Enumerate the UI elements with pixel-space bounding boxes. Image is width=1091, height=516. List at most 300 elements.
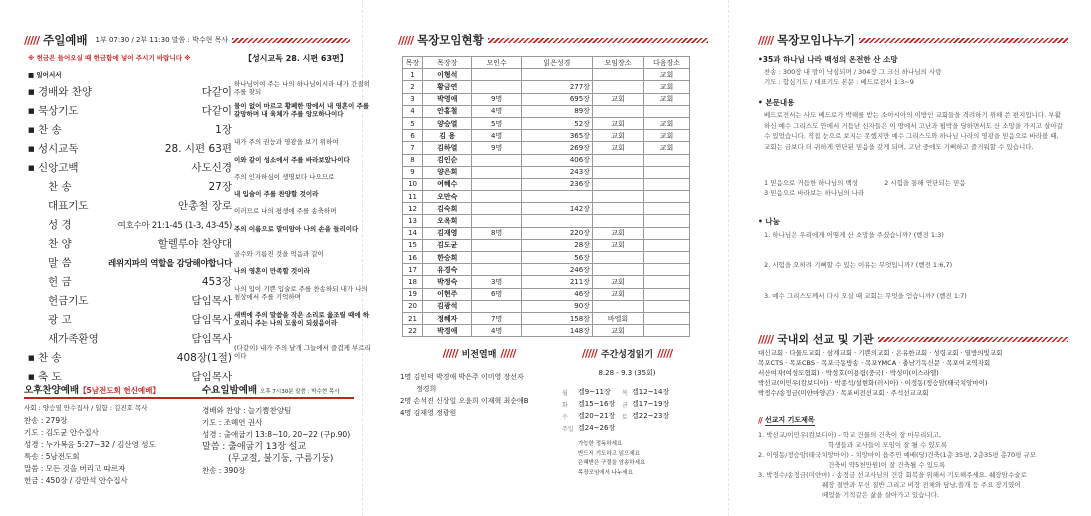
order-row	[28, 82, 232, 101]
table-cell	[472, 215, 521, 227]
order-value: 453장	[201, 276, 232, 288]
table-row	[403, 166, 690, 178]
table-cell: 18	[403, 276, 423, 288]
table-cell	[644, 178, 690, 190]
table-cell: 16	[403, 252, 423, 264]
table-cell	[644, 325, 690, 337]
groups-table	[402, 56, 690, 337]
order-value: 담임목사	[191, 333, 232, 345]
reading-header	[562, 347, 692, 360]
table-row	[403, 154, 690, 166]
table-cell	[644, 288, 690, 300]
table-header-row	[403, 57, 690, 69]
column-header: 읽은성경	[521, 57, 592, 69]
table-cell: 4명	[472, 325, 521, 337]
header-stripe	[878, 337, 1068, 342]
table-cell	[521, 191, 592, 203]
table-cell	[472, 154, 521, 166]
page-title: 주일예배	[43, 33, 88, 47]
table-cell	[592, 154, 643, 166]
reading-dates: 8.28 - 9.3 (35회)	[598, 369, 656, 377]
table-cell: 안홍철	[423, 105, 472, 117]
table-cell: 유경숙	[423, 264, 472, 276]
order-value: 담임목사	[191, 295, 232, 307]
table-cell: 정혜자	[423, 312, 472, 324]
order-value: 408장(1절)	[176, 352, 232, 364]
table-cell: 7명	[472, 312, 521, 324]
table-cell: 김숙희	[423, 203, 472, 215]
table-cell	[644, 203, 690, 215]
table-cell: 4명	[472, 130, 521, 142]
reading-line: 내가 주의 권능과 영광을 보기 위하여	[234, 138, 339, 146]
table-cell: 28장	[521, 239, 592, 251]
vision-lines	[400, 371, 558, 419]
table-row	[403, 130, 690, 142]
table-cell: 4명	[472, 105, 521, 117]
afternoon-line: 특송 : 5남전도회	[24, 452, 80, 461]
table-cell: 90장	[521, 300, 592, 312]
table-cell: 김하열	[423, 142, 472, 154]
vision-line: 4명 김재영 정광원	[400, 409, 457, 417]
vision-line: 정경희	[416, 385, 437, 393]
table-cell: 교회	[592, 239, 643, 251]
reading-line: 이러므로 나의 평생에 주를 송축하며	[234, 207, 337, 215]
table-cell: 교회	[644, 93, 690, 105]
mission-line: 목포CTS · 목포CBS · 목포극동방송 · 목포YMCA · 충남기독신문 · 목포여교역자회	[758, 359, 991, 367]
reading-chapter: 겔22~23장	[632, 412, 670, 420]
mission-title: 국내외 선교 및 기관	[777, 333, 874, 346]
lesson-meta	[764, 67, 942, 87]
order-name: 찬 송	[38, 352, 62, 364]
passage-box: 【성시교독 28. 시편 63편】	[244, 54, 348, 63]
table-row	[403, 300, 690, 312]
table-row	[403, 178, 690, 190]
order-row	[28, 272, 232, 291]
table-cell: 89장	[521, 105, 592, 117]
table-cell: 교회	[644, 81, 690, 93]
table-row	[403, 105, 690, 117]
order-row	[28, 215, 232, 234]
header-slash-icon: /////	[758, 332, 774, 346]
prayer-line: 1. 박선교/이민우(캄보디아) - 학교 건물의 건축이 잘 마무리되고,	[758, 431, 942, 439]
order-name: 찬 송	[38, 124, 62, 136]
order-name: 찬 송	[48, 181, 72, 193]
order-row	[28, 253, 232, 272]
order-name: 경배와 찬양	[38, 86, 93, 98]
order-value: 27장	[208, 181, 232, 193]
wednesday-line: 말씀 : 출애굽기 13장 설교	[202, 442, 307, 452]
lead-text: 일어서서	[36, 71, 62, 79]
table-cell: 1	[403, 69, 423, 81]
table-cell	[592, 105, 643, 117]
worship-subtitle: 1부 07:30 / 2부 11:30 말씀 : 박수현 목사	[95, 36, 229, 44]
table-cell: 158장	[521, 312, 592, 324]
groups-header	[398, 32, 708, 48]
table-row	[403, 81, 690, 93]
table-cell	[472, 300, 521, 312]
table-cell: 교회	[592, 288, 643, 300]
table-cell	[592, 191, 643, 203]
order-value: 담임목사	[191, 371, 232, 383]
table-cell: 교회	[592, 117, 643, 129]
table-cell: 236장	[521, 178, 592, 190]
reading-tip: 은혜받은 구절을 암송하세요	[578, 460, 646, 466]
table-row	[403, 93, 690, 105]
order-value: 다같이	[201, 105, 232, 117]
reading-row	[562, 386, 692, 398]
mission-line: 서산여자(여성도협회) · 박성호(이용림(중국) · 박성미(이스라엘)	[758, 369, 939, 377]
table-row	[403, 117, 690, 129]
order-name: 대표기도	[48, 200, 89, 212]
table-cell: 김 용	[423, 130, 472, 142]
table-cell: 695장	[521, 93, 592, 105]
fold-line-right	[728, 0, 729, 516]
reading-line: (다같이) 내가 주의 날개 그늘에서 즐겁게 부르리이다	[234, 344, 371, 360]
order-bullet-icon: ■	[28, 353, 35, 362]
order-row	[28, 291, 232, 310]
order-row	[28, 196, 232, 215]
standing-lead: ■ 일어서서	[28, 71, 62, 79]
reading-title: 주간성경읽기	[600, 350, 654, 360]
table-row	[403, 191, 690, 203]
column-header: 목장장	[423, 57, 472, 69]
afternoon-line: 헌금 : 450장 / 강만석 안수집사	[24, 476, 128, 485]
order-value: 할렐루야 찬양대	[157, 238, 232, 250]
table-cell: 277장	[521, 81, 592, 93]
header-slash-icon: /////	[24, 33, 40, 47]
table-cell: 교회	[592, 325, 643, 337]
order-name: 축 도	[38, 371, 62, 383]
wednesday-block	[202, 382, 354, 477]
points	[764, 178, 966, 198]
order-name: 신앙고백	[38, 162, 79, 174]
order-row	[28, 120, 232, 139]
prayer-line: 학생들과 교사들이 모임이 잘 될 수 있도록	[828, 441, 948, 449]
header-slash-icon: /////	[442, 347, 458, 360]
table-cell	[472, 69, 521, 81]
reading-tip: 반드시 기도하고 읽으세요	[578, 450, 640, 457]
vision-header	[400, 347, 558, 360]
vision-title: 비전열매	[461, 350, 497, 360]
point-1: 1 믿음으로 거듭한 하나님의 백성	[764, 179, 859, 187]
table-cell	[644, 239, 690, 251]
column-header: 모임장소	[592, 57, 643, 69]
table-cell	[592, 215, 643, 227]
table-cell	[644, 154, 690, 166]
order-row	[28, 310, 232, 329]
table-cell: 양승열	[423, 117, 472, 129]
prayer-line: 3. 박정수/송정금(미얀마) - 송정금 선교사님의 건강 회복을 위해서 기도해주세요. 췌장암수술로	[758, 471, 1027, 479]
table-cell	[472, 178, 521, 190]
vision-line: 2명 손석진 신상일 오윤희 이재혁 최순애B	[400, 397, 529, 405]
table-cell: 14	[403, 227, 423, 239]
order-bullet-icon: ■	[28, 372, 35, 381]
reading-day: 목	[622, 389, 628, 397]
table-cell: 박정숙	[423, 276, 472, 288]
table-cell: 교회	[644, 117, 690, 129]
order-name: 헌금기도	[48, 295, 89, 307]
afternoon-header	[24, 382, 206, 399]
table-cell	[644, 300, 690, 312]
order-value: 1장	[215, 124, 232, 136]
table-cell: 15	[403, 239, 423, 251]
order-row	[28, 348, 232, 367]
order-name: 성 경	[48, 219, 72, 231]
table-cell	[592, 264, 643, 276]
wednesday-line: 경배와 찬양 : 늘기쁨찬양팀	[202, 406, 292, 415]
table-cell: 김재영	[423, 227, 472, 239]
order-bullet-icon: ■	[28, 163, 35, 172]
reading-day: 금	[622, 401, 628, 409]
table-row	[403, 276, 690, 288]
reading-line: 물이 없어 마르고 황폐한 땅에서 내 영혼이 주를 갈망하며 내 육체가 주를 앙모하나이다	[234, 102, 370, 118]
reading-row	[562, 410, 692, 422]
table-cell: 21	[403, 312, 423, 324]
reading-line: 새벽에 주의 말씀을 작은 소리로 읊조릴 때에 하오리니 주는 나의 도움이 되셨음이라	[234, 311, 370, 327]
table-cell: 46장	[521, 288, 592, 300]
reading-chapter: 겔24~26장	[578, 424, 616, 432]
order-row	[28, 234, 232, 253]
groups-title: 목장모임현황	[417, 33, 484, 47]
afternoon-sub: 사회 : 양승열 안수집사 / 일함 : 김진호 목사	[24, 404, 148, 412]
worship-order	[28, 82, 232, 386]
table-cell: 7	[403, 142, 423, 154]
prayer-header	[758, 415, 815, 426]
order-row	[28, 101, 232, 120]
table-cell: 19	[403, 288, 423, 300]
afternoon-title: 오후찬양예배	[24, 385, 80, 396]
table-cell: 교회	[592, 227, 643, 239]
order-value: 레위지파의 역할을 감당해야합니다	[108, 258, 232, 269]
table-cell: 406장	[521, 154, 592, 166]
vision-line: 1명 김인덕 박경애 박은주 이미영 장선자	[400, 373, 524, 381]
reading-day: 주일	[562, 425, 574, 433]
header-slash-icon: /////	[398, 33, 414, 47]
table-cell: 12	[403, 203, 423, 215]
prayer-line: 떼었을 기적같은 삶을 살아가고 있습니다.	[822, 491, 940, 499]
reading-line: 하나님이여 주는 나의 하나님이시라 내가 간절히 주를 찾되	[234, 80, 370, 96]
table-cell: 8	[403, 154, 423, 166]
order-name: 말 씀	[48, 257, 72, 269]
wednesday-title: 수요일밤예배	[202, 385, 258, 396]
afternoon-line: 찬송 : 279장	[24, 416, 68, 425]
reading-line: 이와 같이 성소에서 주를 바라보았나이다	[234, 156, 350, 164]
order-name: 광 고	[48, 314, 72, 326]
prayer-list	[758, 430, 1068, 500]
prayer-line: 췌장 절반과 무신 절반 그리고 비장 전체와 담낭,쓸개 등 주요 장기였어	[822, 481, 1021, 489]
header-stripe	[232, 38, 350, 43]
table-cell: 교회	[592, 142, 643, 154]
reading-chapter: 겔20~21장	[578, 412, 616, 420]
table-cell: 6	[403, 130, 423, 142]
mission-line: 박정수/송정금(미얀마양곤) · 목포비전선교회 · 주석선교교회	[758, 389, 929, 397]
table-cell	[644, 276, 690, 288]
lesson-meta-line: 찬송 : 300장 내 맘이 낙심되며 / 304장 그 크신 하나님의 사랑	[764, 68, 942, 76]
order-bullet-icon: ■	[28, 144, 35, 153]
reading-chapter: 겔15~16장	[578, 400, 616, 408]
afternoon-line: 말씀 : 모든 것을 버리고 따르자	[24, 464, 126, 473]
table-cell: 11	[403, 191, 423, 203]
table-cell: 17	[403, 264, 423, 276]
order-name: 찬 양	[48, 238, 72, 250]
offering-notice: ※ 헌금은 들어오실 때 헌금함에 넣어 주시기 바랍니다 ※	[28, 54, 191, 62]
table-cell	[592, 252, 643, 264]
share-question-1: 1. 하나님은 우리에게 어떻게 산 소망을 주셨습니까? (벧전 1:3)	[764, 231, 944, 239]
reading-row	[562, 398, 692, 410]
table-cell: 양은희	[423, 166, 472, 178]
table-cell	[644, 215, 690, 227]
table-cell: 13	[403, 215, 423, 227]
table-cell: 52장	[521, 117, 592, 129]
order-name: 헌 금	[48, 276, 72, 288]
header-stripe	[859, 38, 1068, 43]
wednesday-line: (무교절, 불기둥, 구름기둥)	[228, 454, 334, 464]
reading-line: 주의 인자하심이 생명보다 나으므로	[234, 173, 335, 181]
table-cell: 박영애	[423, 93, 472, 105]
table-cell: 243장	[521, 166, 592, 178]
reading-chapter: 겔17~19장	[632, 400, 670, 408]
reading-line: 주의 이름으로 말미암아 나의 손을 들리이다	[234, 225, 359, 233]
table-cell: 56장	[521, 252, 592, 264]
reading-tip: 가능한 정독하세요	[578, 441, 623, 447]
table-cell	[644, 264, 690, 276]
content-title: • 본문내용	[758, 98, 795, 107]
order-name: 묵상기도	[38, 105, 79, 117]
table-row	[403, 264, 690, 276]
order-bullet-icon: ■	[28, 106, 35, 115]
table-cell	[592, 81, 643, 93]
prayer-line: 2. 이영동/정승암(태국치앙마이) - 치앙마이 읍주민 예배(당)건축(1층 35평, 2층35평 총70평 규모	[758, 451, 1037, 459]
reading-line: 골수와 기름진 것을 먹음과 같이	[234, 250, 324, 258]
table-cell: 이형석	[423, 69, 472, 81]
column-header: 목장	[403, 57, 423, 69]
order-value: 여호수아 21:1-45 (1-3, 43-45)	[117, 220, 232, 231]
table-cell: 5	[403, 117, 423, 129]
table-cell	[644, 312, 690, 324]
table-row	[403, 239, 690, 251]
table-cell: 교회	[592, 130, 643, 142]
table-cell: 6명	[472, 288, 521, 300]
lesson-meta-line: 기도 : 합심기도 / 대표기도 본문 : 베드로전서 1:3~9	[764, 78, 914, 86]
table-cell	[592, 178, 643, 190]
table-row	[403, 227, 690, 239]
table-cell	[472, 264, 521, 276]
point-2: 2 시험을 통해 연단되는 믿음	[884, 179, 966, 187]
header-slash-icon-right: /////	[500, 347, 516, 360]
vision-block	[400, 347, 558, 419]
table-cell: 3	[403, 93, 423, 105]
reading-line: 나의 영혼이 만족할 것이라	[234, 267, 310, 275]
sharing-title: 목장모임나누기	[777, 33, 855, 47]
table-cell	[592, 166, 643, 178]
table-cell: 2	[403, 81, 423, 93]
reading-table	[562, 386, 692, 434]
reading-block	[562, 347, 692, 478]
table-cell: 142장	[521, 203, 592, 215]
table-cell	[472, 166, 521, 178]
table-cell	[644, 252, 690, 264]
order-row	[28, 329, 232, 348]
order-name: 성시교독	[38, 143, 79, 155]
table-row	[403, 215, 690, 227]
reading-footer	[578, 440, 692, 478]
share-question-3: 3. 예수 그리스도께서 다시 오실 때 교회는 무엇을 얻습니까? (벧전 1:7)	[764, 292, 967, 300]
table-cell	[472, 239, 521, 251]
table-cell: 148장	[521, 325, 592, 337]
table-row	[403, 203, 690, 215]
table-cell: 9	[403, 166, 423, 178]
reading-chapter: 겔12~14장	[632, 388, 670, 396]
table-cell: 269장	[521, 142, 592, 154]
table-cell: 3명	[472, 276, 521, 288]
wednesday-line: 찬송 : 390장	[202, 466, 246, 475]
share-title: • 나눔	[758, 217, 780, 226]
table-row	[403, 252, 690, 264]
order-row	[28, 158, 232, 177]
table-cell: 4	[403, 105, 423, 117]
table-cell	[472, 252, 521, 264]
share-question-2: 2. 시험을 오히려 기뻐할 수 있는 이유는 무엇입니까? (벧전 1:6,7)	[764, 261, 953, 269]
table-cell: 220장	[521, 227, 592, 239]
table-row	[403, 69, 690, 81]
table-cell: 교회	[644, 130, 690, 142]
table-cell: 오옥희	[423, 215, 472, 227]
table-cell: 교회	[592, 93, 643, 105]
table-cell: 9명	[472, 93, 521, 105]
reading-day: 토	[622, 413, 628, 421]
order-value: 다같이	[201, 86, 232, 98]
panel-sharing	[758, 0, 1068, 516]
table-cell: 오만숙	[423, 191, 472, 203]
header-slash-icon: /////	[581, 347, 597, 360]
worship-header	[24, 32, 350, 48]
table-row	[403, 312, 690, 324]
table-cell	[644, 227, 690, 239]
table-cell: 한승희	[423, 252, 472, 264]
reading-day: 수	[562, 413, 568, 421]
table-cell	[592, 203, 643, 215]
table-row	[403, 325, 690, 337]
mission-line: 대신교회 · 다물도교회 · 삼계교회 · 기쁜의교회 · 은유한교회 · 성령교회 · 열방의빛교회	[758, 349, 1003, 357]
header-slash-icon-right: /////	[657, 347, 673, 360]
wednesday-sub: 오후 7시30분 말씀 : 박수현 목사	[260, 389, 340, 395]
column-header: 다음장소	[644, 57, 690, 69]
table-cell	[592, 69, 643, 81]
table-cell: 교회	[644, 142, 690, 154]
reading-tip: 목장모임에서 나누세요	[578, 469, 633, 476]
table-cell: 바엘회	[592, 312, 643, 324]
table-cell: 교회	[592, 276, 643, 288]
order-value: 담임목사	[191, 314, 232, 326]
table-cell: 이현주	[423, 288, 472, 300]
table-row	[403, 142, 690, 154]
afternoon-line: 기도 : 김도균 안수집사	[24, 428, 99, 437]
point-3: 3 믿음으로 바라보는 하나님의 나라	[764, 189, 865, 197]
table-cell: 22	[403, 325, 423, 337]
panel-groups	[396, 0, 716, 516]
table-cell: 20	[403, 300, 423, 312]
order-bullet-icon: ■	[28, 87, 35, 96]
table-cell: 9명	[472, 142, 521, 154]
table-cell	[644, 166, 690, 178]
table-cell: 김인순	[423, 154, 472, 166]
mission-list	[758, 348, 1068, 398]
table-cell	[644, 191, 690, 203]
table-cell	[592, 300, 643, 312]
order-value: 28. 시편 63편	[164, 143, 232, 155]
table-row	[403, 288, 690, 300]
afternoon-line: 성경 : 누가복음 5:27~32 / 김산영 성도	[24, 440, 156, 449]
